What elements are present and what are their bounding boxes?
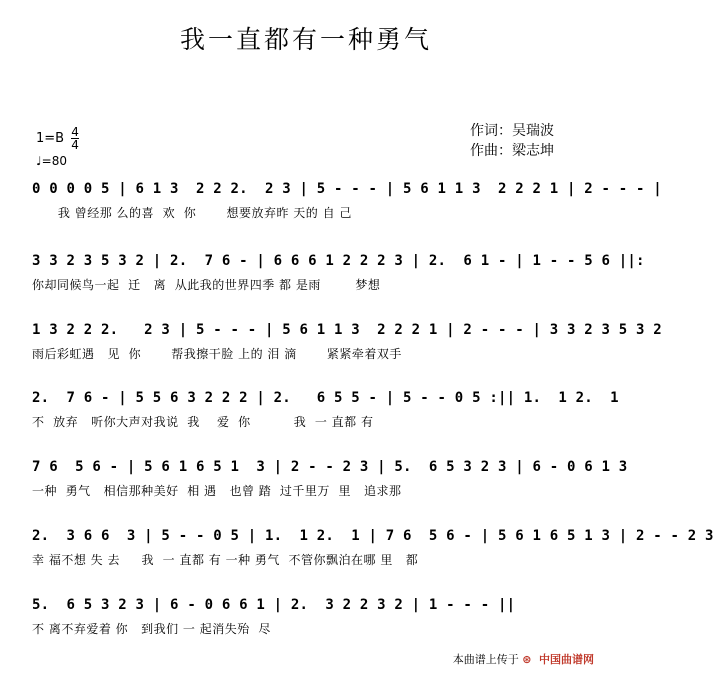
source-footer: [453, 651, 594, 667]
song-title: 我一直都有一种勇气: [179, 25, 432, 54]
notation-row: 7 6 5 6 - | 5 6 1 6 5 1 3 | 2 - - 2 3 | 5. 6 5 3 2 3 | 6 - 0 6 1 3: [32, 459, 628, 475]
notation-row: 1 3 2 2 2. 2 3 | 5 - - - | 5 6 1 1 3 2 2 2 1 | 2 - - - | 3 3 2 3 5 3 2: [32, 322, 662, 338]
key-label: 1=B: [36, 131, 65, 146]
footer-brand-link[interactable]: 中国曲谱网: [539, 653, 594, 666]
lyrics-row: 一种 勇气 相信那种美好 相 遇 也曾 踏 过千里万 里 追求那: [32, 484, 402, 498]
notation-row: 5. 6 5 3 2 3 | 6 - 0 6 6 1 | 2. 3 2 2 3 2 | 1 - - - ||: [32, 597, 516, 613]
lyricist: 作词：吴瑞波: [470, 123, 554, 139]
lyrics-row: 幸 福不想 失 去 我 一 直都 有 一种 勇气 不管你飘泊在哪 里 都: [32, 553, 419, 567]
lyrics-row: 不 放弃 听你大声对我说 我 爱 你 我 一 直都 有: [32, 415, 374, 429]
brand-logo-icon: ⊛: [522, 653, 532, 666]
time-signature: [71, 126, 79, 151]
tempo-marking: ♩=80: [36, 154, 67, 168]
footer-text: 本曲谱上传于: [452, 653, 519, 666]
score-line-4: [32, 387, 619, 431]
time-signature-numerator: 4: [71, 125, 79, 139]
notation-row: 2. 7 6 - | 5 5 6 3 2 2 2 | 2. 6 5 5 - | 5 - - 0 5 :|| 1. 1 2. 1: [32, 390, 619, 406]
time-signature-denominator: 4: [71, 138, 79, 152]
score-line-3: [32, 319, 662, 363]
key-signature: [36, 126, 79, 151]
score-line-5: [32, 456, 628, 500]
composer: 作曲：梁志坤: [470, 143, 554, 159]
notation-row: 0 0 0 0 5 | 6 1 3 2 2 2. 2 3 | 5 - - - | 5 6 1 1 3 2 2 2 1 | 2 - - - |: [32, 181, 662, 197]
notation-row: 3 3 2 3 5 3 2 | 2. 7 6 - | 6 6 6 1 2 2 2 3 | 2. 6 1 - | 1 - - 5 6 ||:: [32, 253, 645, 269]
score-line-2: [32, 250, 645, 294]
score-line-1: [32, 178, 662, 222]
lyrics-row: 我 曾经那 么的喜 欢 你 想要放弃昨 天的 自 己: [32, 206, 352, 220]
credits: [470, 121, 554, 161]
lyrics-row: 不 离不弃爱着 你 到我们 一 起消失殆 尽: [32, 622, 271, 636]
score-line-6: [32, 525, 714, 569]
lyrics-row: 你却同候鸟一起 迁 离 从此我的世界四季 都 是雨 梦想: [32, 278, 381, 292]
notation-row: 2. 3 6 6 3 | 5 - - 0 5 | 1. 1 2. 1 | 7 6 5 6 - | 5 6 1 6 5 1 3 | 2 - - 2 3: [32, 528, 714, 544]
score-line-7: [32, 594, 580, 638]
lyrics-row: 雨后彩虹遇 见 你 帮我擦干脸 上的 泪 滴 紧紧牵着双手: [32, 347, 402, 361]
